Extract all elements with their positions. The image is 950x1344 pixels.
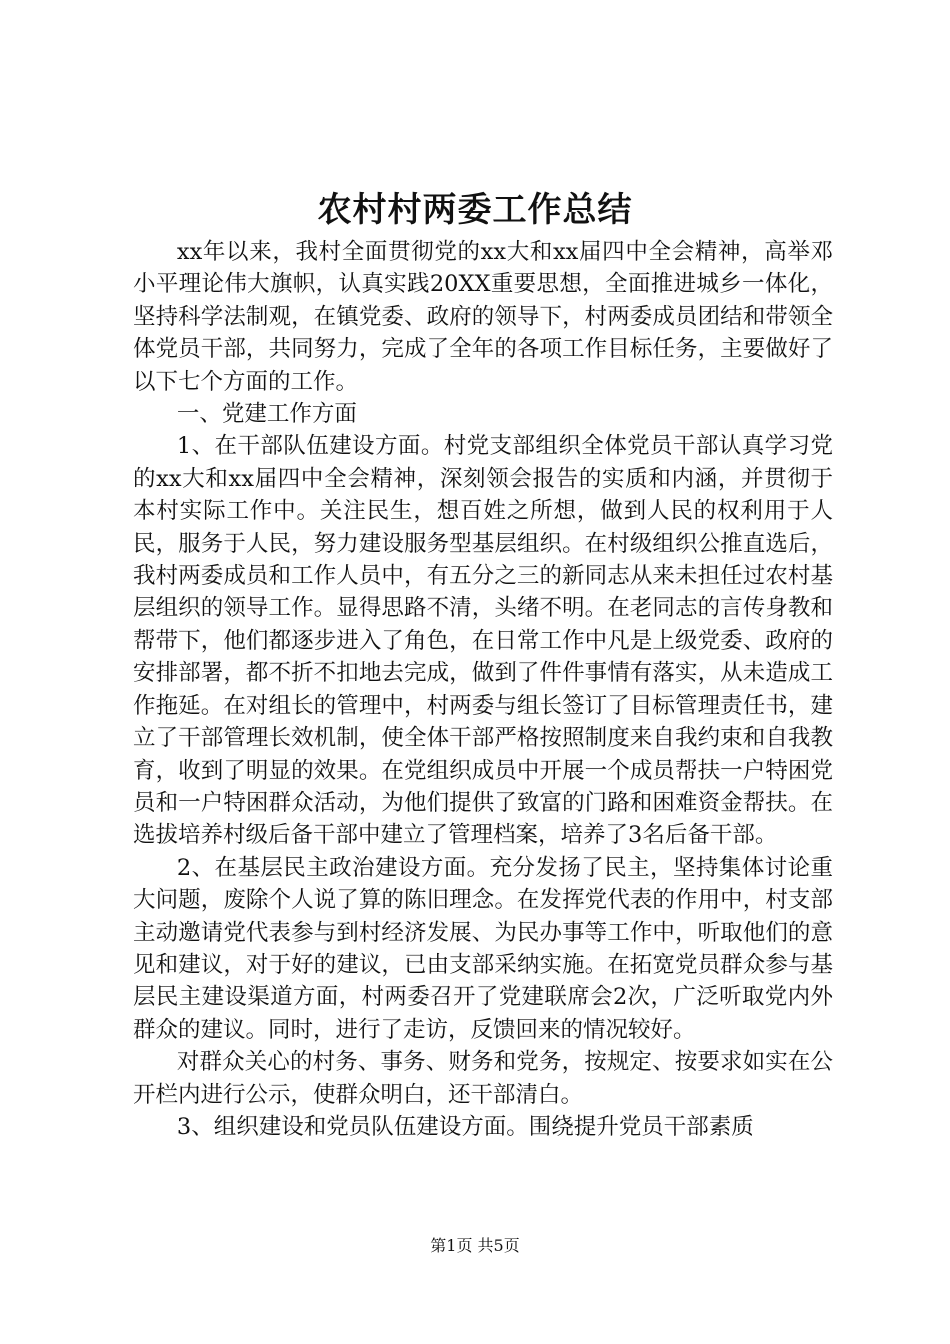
paragraph-public-affairs: 对群众关心的村务、事务、财务和党务，按规定、按要求如实在公开栏内进行公示，使群众明白，还干部清白。 [133, 1049, 833, 1108]
paragraph-cadre-team: 1、在干部队伍建设方面。村党支部组织全体党员干部认真学习党的xx大和xx届四中全会精神，深刻领会报告的实质和内涵，并贯彻于本村实际工作中。关注民生，想百姓之所想，做到人民的权利用于人民，服务于人民，努力建设服务型基层组织。在村级组织公推直选后，我村两委成员和工作人员中，有五分之三的新同志从来未担任过农村基层组织的领导工作。显得思路不清，头绪不明。在老同志的言传身教和帮带下，他们都逐步进入了角色，在日常工作中凡是上级党委、政府的安排部署，都不折不扣地去完成，做到了件件事情有落实，从未造成工作拖延。在对组长的管理中，村两委与组长签订了目标管理责任书，建立了干部管理长效机制，使全体干部严格按照制度来自我约束和自我教育，收到了明显的效果。在党组织成员中开展一个成员帮扶一户特困党员和一户特困群众活动，为他们提供了致富的门路和困难资金帮扶。在选拔培养村级后备干部中建立了管理档案，培养了3名后备干部。 [133, 433, 833, 849]
document-title: 农村村两委工作总结 [317, 190, 633, 230]
paragraph-grassroots-democracy: 2、在基层民主政治建设方面。充分发扬了民主，坚持集体讨论重大问题，废除个人说了算的陈旧理念。在发挥党代表的作用中，村支部主动邀请党代表参与到村经济发展、为民办事等工作中，听取他们的意见和建议，对于好的建议，已由支部采纳实施。在拓宽党员群众参与基层民主建设渠道方面，村两委召开了党建联席会2次，广泛听取党内外群众的建议。同时，进行了走访，反馈回来的情况较好。 [133, 854, 833, 1043]
intro-paragraph: xx年以来，我村全面贯彻党的xx大和xx届四中全会精神，高举邓小平理论伟大旗帜，认真实践20XX重要思想，全面推进城乡一体化，坚持科学法制观，在镇党委、政府的领导下，村两委成员团结和带领全体党员干部，共同努力，完成了全年的各项工作目标任务，主要做好了以下七个方面的工作。 [133, 239, 833, 395]
paragraph-organization-building: 3、组织建设和党员队伍建设方面。围绕提升党员干部素质 [176, 1113, 754, 1140]
document-body [133, 236, 833, 1143]
page-number-footer: 第1页 共5页 [430, 1236, 520, 1255]
section-heading-party-building: 一、党建工作方面 [176, 401, 357, 428]
